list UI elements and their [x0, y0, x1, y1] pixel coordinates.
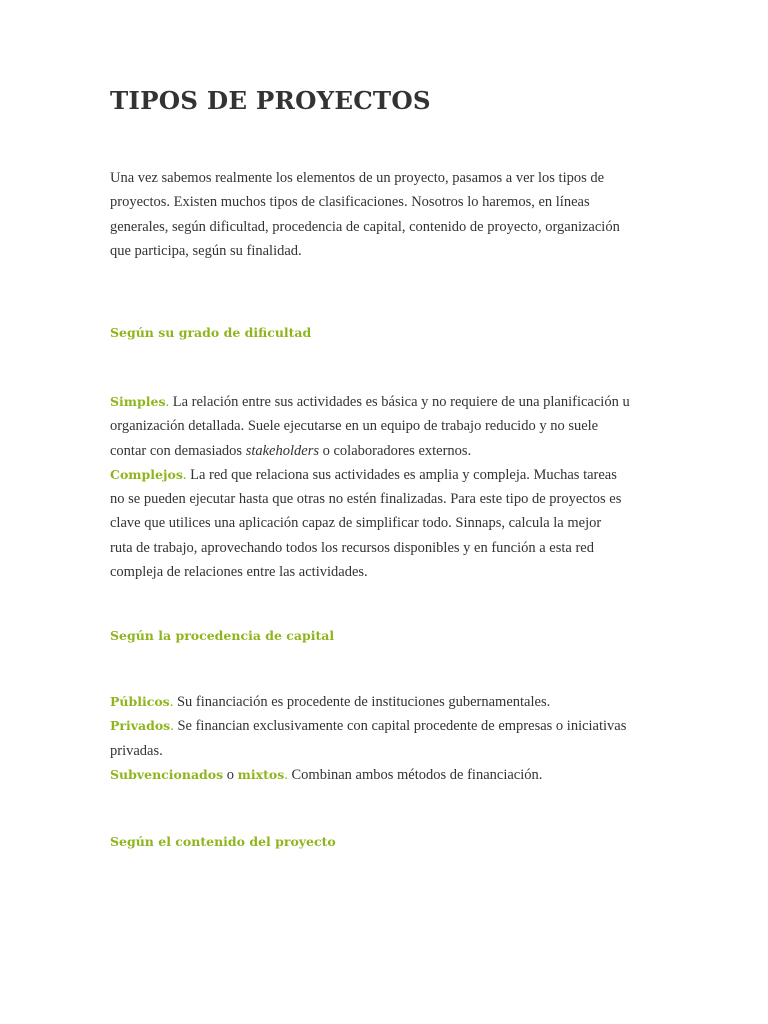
complejos-line	[110, 463, 662, 487]
simples-text: contar con demasiados	[110, 442, 246, 459]
section-heading-content: Según el contenido del proyecto	[110, 834, 336, 849]
publicos-line	[110, 690, 662, 714]
intro-line: Una vez sabemos realmente los elementos de un proyecto, pasamos a ver los tipos de	[110, 170, 605, 186]
simples-line	[110, 439, 662, 463]
mixtos-term: mixtos	[237, 766, 285, 782]
mixtos-connector: o	[223, 766, 238, 783]
simples-text: o colaboradores externos.	[319, 442, 472, 459]
publicos-text: Su financiación es procedente de instituciones gubernamentales.	[173, 694, 551, 710]
publicos-term-punct: .	[169, 694, 174, 710]
intro-line: generales, según dificultad, procedencia de capital, contenido de proyecto, organización	[110, 218, 620, 235]
privados-line	[110, 714, 662, 738]
privados-line: privadas.	[110, 742, 163, 759]
simples-term: Simples	[110, 394, 166, 409]
mixtos-term-punct: .	[284, 766, 288, 783]
section-heading-capital: Según la procedencia de capital	[110, 628, 335, 643]
privados-text: Se financian exclusivamente con capital procedente de empresas o iniciativas	[173, 718, 627, 735]
stakeholders-term: stakeholders	[245, 442, 319, 459]
capital-list	[110, 690, 662, 787]
complejos-text: La red que relaciona sus actividades es amplia y compleja. Muchas tareas	[186, 466, 617, 483]
mixtos-text: Combinan ambos métodos de financiación.	[287, 766, 543, 783]
privados-term-punct: .	[170, 718, 174, 735]
complejos-line: no se pueden ejecutar hasta que otras no estén finalizadas. Para este tipo de proyectos es	[110, 491, 622, 508]
mixtos-line	[110, 763, 662, 787]
complejos-line: compleja de relaciones entre las actividades.	[110, 564, 368, 581]
privados-term: Privados	[110, 718, 171, 734]
simples-line: organización detallada. Suele ejecutarse en un equipo de trabajo reducido y no suele	[110, 418, 599, 435]
complejos-term: Complejos	[110, 466, 183, 482]
page-title: TIPOS DE PROYECTOS	[110, 86, 431, 115]
subvencionados-term: Subvencionados	[110, 766, 224, 782]
section-heading-difficulty: Según su grado de dificultad	[110, 325, 312, 340]
complejos-term-punct: .	[182, 466, 187, 483]
difficulty-list	[110, 390, 662, 584]
complejos-line: clave que utilices una aplicación capaz de simplificar todo. Sinnaps, calcula la mejor	[110, 515, 602, 532]
publicos-term: Públicos	[110, 694, 170, 709]
intro-line: que participa, según su finalidad.	[110, 242, 302, 259]
simples-line	[110, 390, 662, 414]
intro-paragraph	[110, 166, 662, 263]
simples-text: La relación entre sus actividades es básica y no requiere de una planificación u	[169, 394, 630, 410]
intro-line: proyectos. Existen muchos tipos de clasificaciones. Nosotros lo haremos, en líneas	[110, 194, 590, 211]
complejos-line: ruta de trabajo, aprovechando todos los recursos disponibles y en función a esta red	[110, 539, 594, 556]
simples-term-punct: .	[165, 394, 170, 410]
